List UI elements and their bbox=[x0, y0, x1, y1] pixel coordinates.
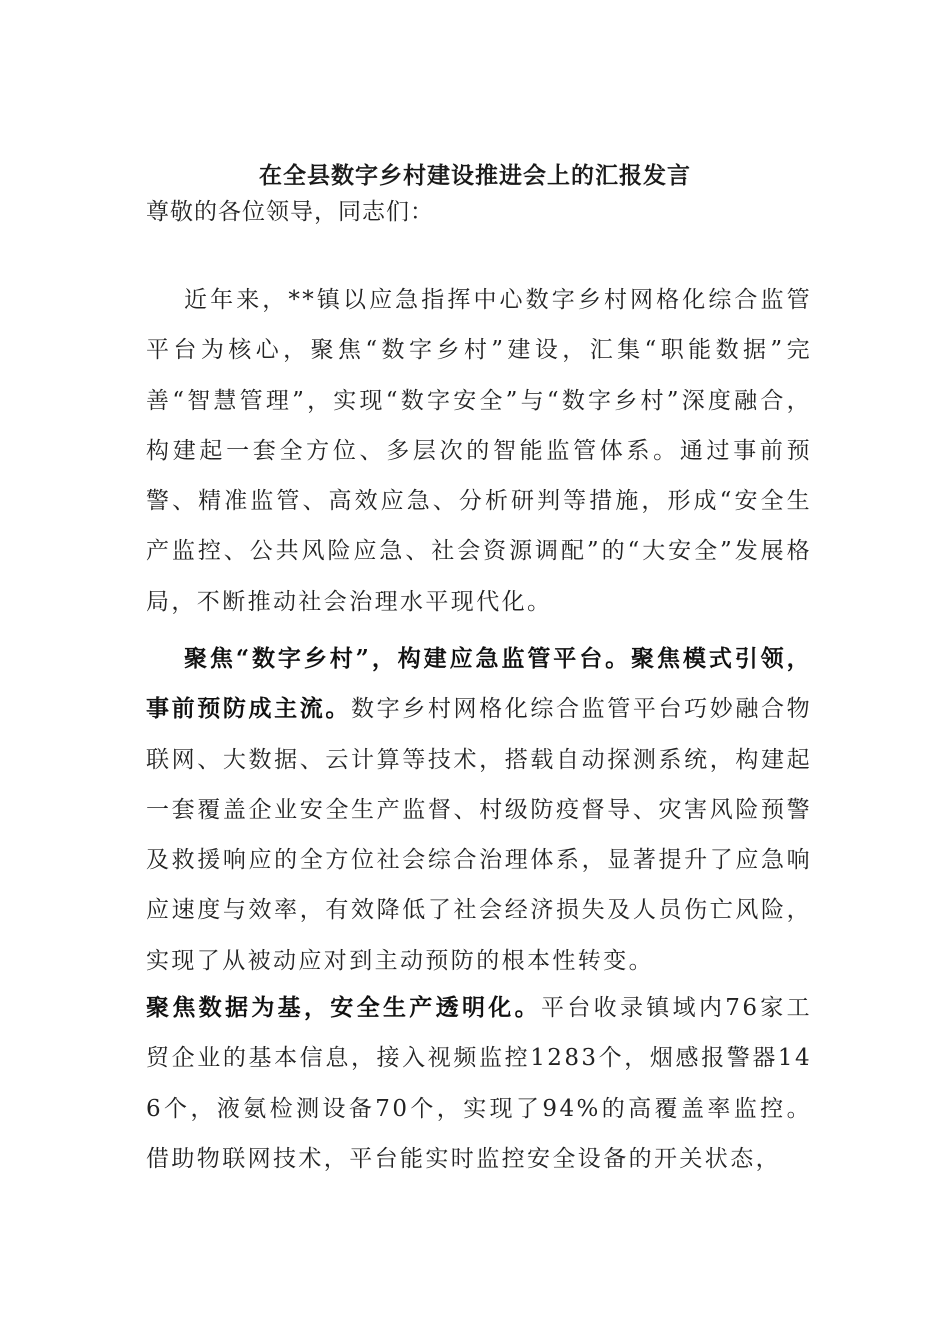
paragraph-data-text: 平台收录镇域内76家工贸企业的基本信息，接入视频监控1283个，烟感报警器146个，液氨检测设备70个，实现了94%的高覆盖率监控。借助物联网技术，平台能实时监控安全设备的开关状态， bbox=[146, 995, 813, 1172]
paragraph-data bbox=[146, 983, 812, 1184]
paragraph-platform bbox=[146, 634, 812, 986]
paragraph-platform-heading: 聚焦“数字乡村”，构建应急监管平台。聚焦模式引领，事前预防成主流。 bbox=[146, 645, 812, 723]
greeting-line: 尊敬的各位领导，同志们： bbox=[146, 199, 434, 225]
paragraph-data-heading: 聚焦数据为基，安全生产透明化。 bbox=[146, 994, 541, 1021]
paragraph-platform-text: 数字乡村网格化综合监管平台巧妙融合物联网、大数据、云计算等技术，搭载自动探测系统，构建起一套覆盖企业安全生产监督、村级防疫督导、灾害风险预警及救援响应的全方位社会综合治理体系，显著提升了应急响应速度与效率，有效降低了社会经济损失及人员伤亡风险，实现了从被动应对到主动预防的根本性转变。 bbox=[146, 696, 813, 974]
paragraph-intro: 近年来，**镇以应急指挥中心数字乡村网格化综合监管平台为核心，聚焦“数字乡村”建设，汇集“职能数据”完善“智慧管理”，实现“数字安全”与“数字乡村”深度融合，构建起一套全方位、多层次的智能监管体系。通过事前预警、精准监管、高效应急、分析研判等措施，形成“安全生产监控、公共风险应急、社会资源调配”的“大安全”发展格局，不断推动社会治理水平现代化。 bbox=[146, 287, 812, 615]
document-title: 在全县数字乡村建设推进会上的汇报发言 bbox=[259, 162, 691, 189]
